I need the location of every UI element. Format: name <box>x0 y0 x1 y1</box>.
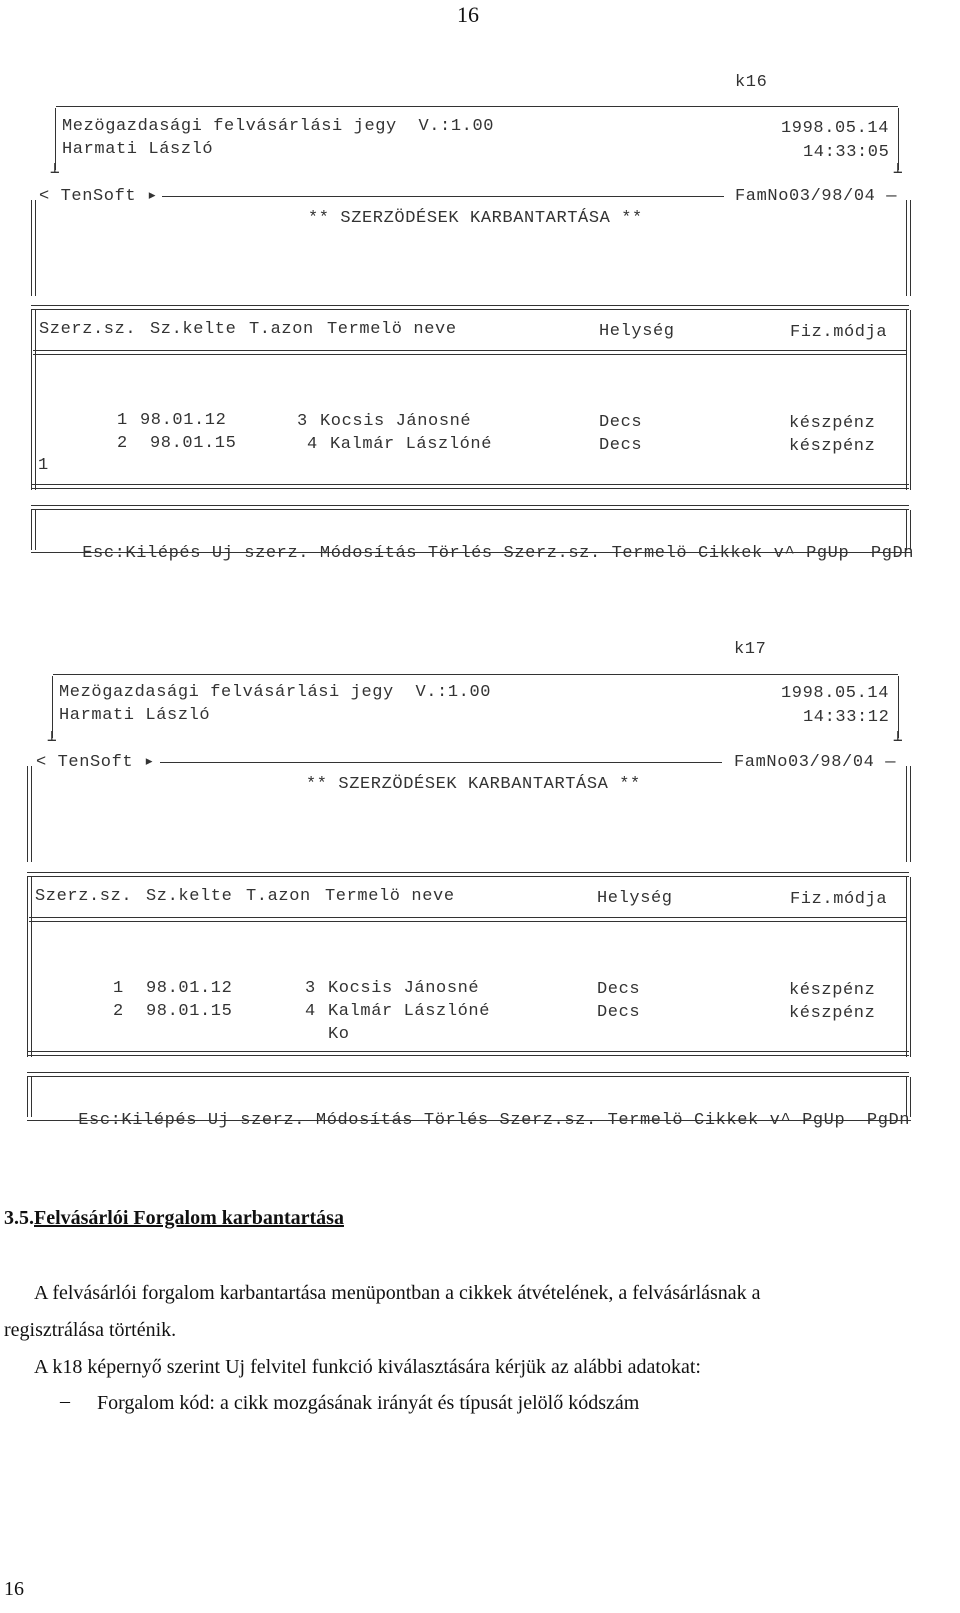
menu-item-producer[interactable]: Termelö <box>607 1111 684 1130</box>
column-header-producer-name: Termelö neve <box>327 320 457 339</box>
row-producer-id: 3 <box>305 979 316 998</box>
screen-label: k17 <box>734 640 767 659</box>
column-header-contract-no: Szerz.sz. <box>35 887 133 906</box>
column-header-producer-name: Termelö neve <box>325 887 455 906</box>
row-location: Decs <box>597 1003 641 1022</box>
bullet-text: Forgalom kód: a cikk mozgásának irányát és típusát jelölő kódszám <box>97 1392 640 1414</box>
bullet-marker: – <box>60 1390 70 1412</box>
page-number-top: 16 <box>457 2 479 27</box>
user-name: Harmati László <box>59 706 211 725</box>
row-contract-no: 2 <box>113 1002 124 1021</box>
paragraph-line: A felvásárlói forgalom karbantartása menüpontban a cikkek átvételének, a felvásárlásnak a <box>34 1282 761 1304</box>
paragraph-line: regisztrálása történik. <box>4 1319 177 1341</box>
date: 1998.05.14 <box>781 684 890 703</box>
menu-item-exit[interactable]: Esc:Kilépés <box>78 1111 198 1130</box>
column-header-producer-id: T.azon <box>249 320 314 339</box>
menu-item-new-contract[interactable]: Uj szerz. <box>207 1111 306 1130</box>
column-header-location: Helység <box>599 322 675 341</box>
screenshot-k17: k17 ⊥ ⊥ Mezögazdasági felvásárlási jegy V.:1.00 1998.05.14 Harmati László 14:33:12 < TenSoft ▸ FamNo03/98/04 — ** SZERZÖDÉSEK KARBANTARTÁSA ** Szerz.sz. Sz.kelte T.azon Termelö neve Helység Fiz.módja 1 98.01.12 3 Kocsis Jánosné Decs készpénz 2 98.01.15 4 Kalmár Lászlóné Decs készpénz Ko Esc:Kilépés Uj szerz. Módosítás Törlés Szerz.sz. Termelö Cikkek v^ PgUp PgDn <box>0 568 960 1068</box>
vendor-label: < TenSoft ▸ <box>39 187 158 206</box>
search-input[interactable]: 1 <box>38 456 49 475</box>
column-header-producer-id: T.azon <box>246 887 311 906</box>
menu-item-pgdn[interactable]: PgDn <box>866 1111 911 1130</box>
row-payment: készpénz <box>789 981 876 1000</box>
row-date: 98.01.15 <box>150 434 237 453</box>
user-name: Harmati László <box>62 140 214 159</box>
row-producer-name: Kalmár Lászlóné <box>330 435 493 454</box>
program-code: FamNo03/98/04 — <box>734 753 897 772</box>
menu-item-contract-no[interactable]: Szerz.sz. <box>499 1111 597 1130</box>
row-location: Decs <box>599 413 643 432</box>
section-title: Felvásárlói Forgalom karbantartása <box>34 1207 344 1229</box>
time: 14:33:05 <box>803 143 890 162</box>
menu-item-delete[interactable]: Törlés <box>427 544 493 563</box>
menu-item-delete[interactable]: Törlés <box>423 1111 489 1130</box>
row-contract-no: 1 <box>113 979 124 998</box>
vendor-label: < TenSoft ▸ <box>36 753 155 772</box>
column-header-date: Sz.kelte <box>150 320 237 339</box>
menu-item-contract-no[interactable]: Szerz.sz. <box>503 544 601 563</box>
menu-item-producer[interactable]: Termelö <box>611 544 688 563</box>
row-location: Decs <box>597 980 641 999</box>
row-producer-id: 4 <box>305 1002 316 1021</box>
screenshot-k16: k16 ⊥ ⊥ Mezögazdasági felvásárlási jegy V.:1.00 1998.05.14 Harmati László 14:33:05 < TenSoft ▸ FamNo03/98/04 — ** SZERZÖDÉSEK KARBANTARTÁSA ** Szerz.sz. Sz.kelte T.azon Termelö neve Helység Fiz.módja 1 98.01.12 3 Kocsis Jánosné Decs készpénz 2 98.01.15 4 Kalmár Lászlóné Decs készpénz 1 Esc:Kilépés Uj szerz. Módosítás Törlés Szerz.sz. Termelö Cikkek v^ PgUp PgDn <box>0 0 960 500</box>
row-contract-no: 1 <box>117 411 128 430</box>
menu-item-pgup[interactable]: PgUp <box>802 1111 846 1130</box>
row-producer-name: Kocsis Jánosné <box>328 979 480 998</box>
screen-label: k16 <box>735 73 768 92</box>
menu-item-arrows[interactable]: v^ <box>769 1111 792 1130</box>
menu-item-modify[interactable]: Módosítás <box>315 1111 414 1130</box>
row-location: Decs <box>599 436 643 455</box>
menu-item-modify[interactable]: Módosítás <box>319 544 418 563</box>
menu-item-pgdn[interactable]: PgDn <box>870 544 915 563</box>
date: 1998.05.14 <box>781 119 890 138</box>
app-title: Mezögazdasági felvásárlási jegy V.:1.00 <box>62 117 495 136</box>
section-number: 3.5. <box>4 1207 34 1229</box>
row-date: 98.01.12 <box>146 979 233 998</box>
module-title: ** SZERZÖDÉSEK KARBANTARTÁSA ** <box>308 209 643 228</box>
menu-item-arrows[interactable]: v^ <box>773 544 796 563</box>
module-title: ** SZERZÖDÉSEK KARBANTARTÁSA ** <box>306 775 641 794</box>
row-producer-name: Kalmár Lászlóné <box>328 1002 491 1021</box>
page-number-bottom: 16 <box>4 1578 24 1600</box>
menu-item-new-contract[interactable]: Uj szerz. <box>211 544 310 563</box>
row-producer-id: 4 <box>307 435 318 454</box>
app-title: Mezögazdasági felvásárlási jegy V.:1.00 <box>59 683 492 702</box>
row-payment: készpénz <box>789 414 876 433</box>
row-payment: készpénz <box>789 1004 876 1023</box>
row-contract-no: 2 <box>117 434 128 453</box>
menu-item-pgup[interactable]: PgUp <box>806 544 850 563</box>
column-header-date: Sz.kelte <box>146 887 233 906</box>
search-input[interactable]: Ko <box>328 1025 350 1044</box>
row-payment: készpénz <box>789 437 876 456</box>
column-header-payment: Fiz.módja <box>790 323 888 342</box>
time: 14:33:12 <box>803 708 890 727</box>
menu-item-items[interactable]: Cikkek <box>694 1111 759 1130</box>
row-date: 98.01.12 <box>140 411 227 430</box>
column-header-location: Helység <box>597 889 673 908</box>
row-producer-id: 3 <box>297 412 308 431</box>
program-code: FamNo03/98/04 — <box>735 187 898 206</box>
menu-item-items[interactable]: Cikkek <box>698 544 763 563</box>
column-header-payment: Fiz.módja <box>790 890 888 909</box>
section-heading <box>4 1207 344 1230</box>
row-producer-name: Kocsis Jánosné <box>320 412 472 431</box>
paragraph-line: A k18 képernyő szerint Uj felvitel funkció kiválasztására kérjük az alábbi adatokat: <box>34 1356 701 1378</box>
menu-item-exit[interactable]: Esc:Kilépés <box>82 544 202 563</box>
column-header-contract-no: Szerz.sz. <box>39 320 137 339</box>
row-date: 98.01.15 <box>146 1002 233 1021</box>
